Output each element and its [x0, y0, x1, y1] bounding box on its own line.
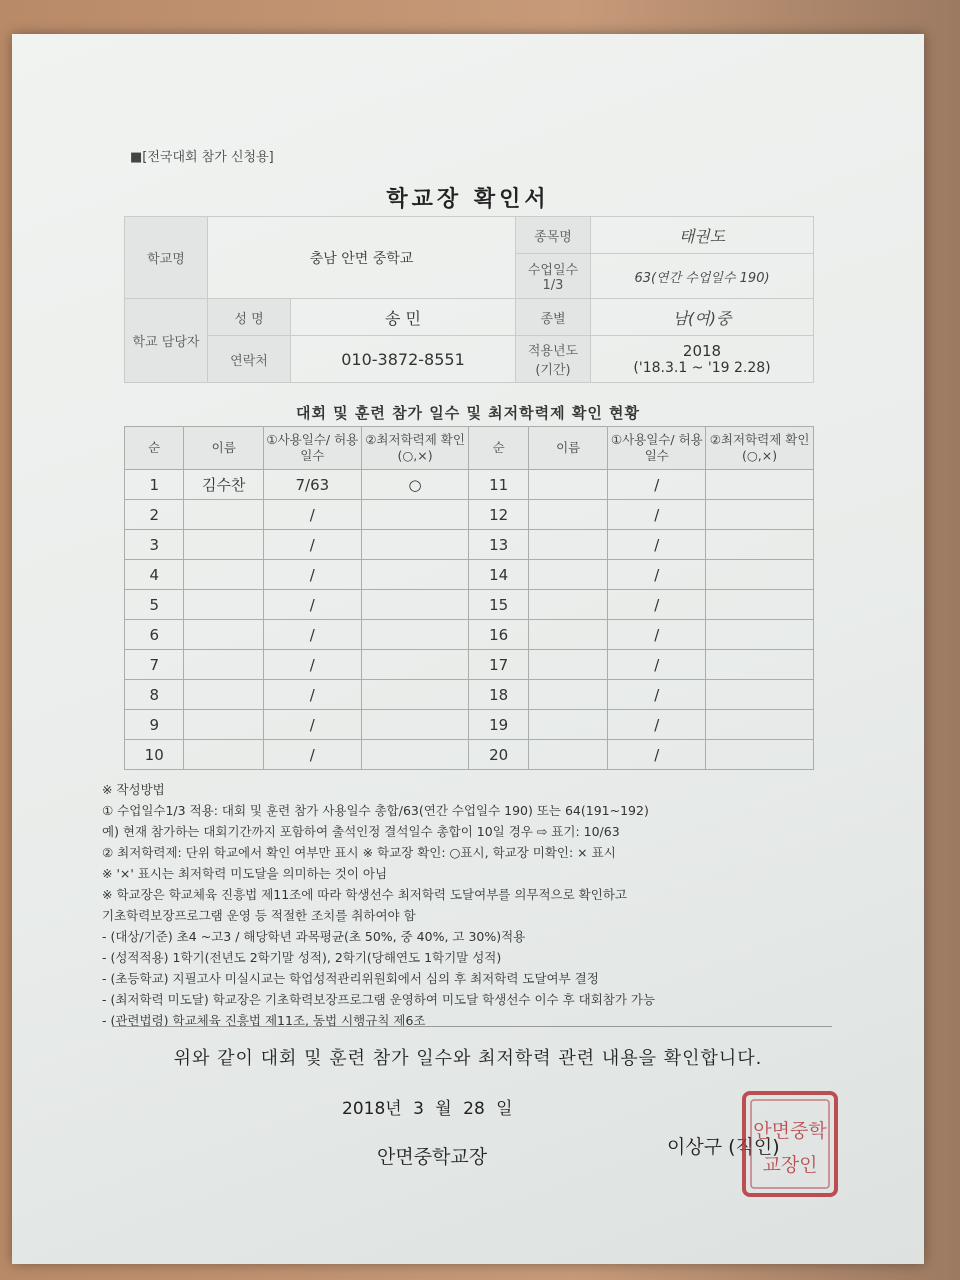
cell-days: / [263, 530, 361, 560]
cell-check [361, 620, 469, 650]
cell-days-2: / [608, 530, 706, 560]
cell-check [361, 710, 469, 740]
official-seal-icon [740, 1089, 840, 1199]
cell-name-2 [528, 710, 608, 740]
sport-label: 종목명 [516, 217, 591, 254]
cell-days-2: / [608, 590, 706, 620]
cell-name-2 [528, 740, 608, 770]
name-value: 송 민 [291, 299, 516, 336]
cell-days: / [263, 680, 361, 710]
cell-no-2: 17 [469, 650, 528, 680]
table-row [125, 470, 814, 500]
cell-days: / [263, 590, 361, 620]
form-tag: ■[전국대회 참가 신청용] [130, 150, 274, 165]
table-row [125, 530, 814, 560]
note-line: - (초등학교) 지필고사 미실시교는 학업성적관리위원회에서 심의 후 최저학력 도달여부 결정 [102, 971, 599, 986]
cell-days-2: / [608, 680, 706, 710]
confirmation-statement: 위와 같이 대회 및 훈련 참가 일수와 최저학력 관련 내용을 확인합니다. [173, 1048, 763, 1069]
cell-days-2: / [608, 620, 706, 650]
cell-no-2: 15 [469, 590, 528, 620]
note-line: ① 수업일수1/3 적용: 대회 및 훈련 참가 사용일수 총합/63(연간 수업일수 190) 또는 64(191~192) [102, 803, 649, 818]
cell-no: 6 [125, 620, 184, 650]
cell-name [184, 710, 264, 740]
cell-no: 4 [125, 560, 184, 590]
cell-check [361, 680, 469, 710]
header-row [125, 427, 814, 470]
note-line: 기초학력보장프로그램 운영 등 적절한 조치를 취하여야 함 [102, 908, 416, 923]
staff-label: 학교 담당자 [125, 299, 208, 383]
cell-days-2: / [608, 740, 706, 770]
note-line: ※ 작성방법 [102, 782, 165, 797]
col-header-days-2: ①사용일수/ 허용일수 [608, 427, 706, 470]
cell-name [184, 620, 264, 650]
cell-check-2 [706, 740, 814, 770]
cell-days: / [263, 650, 361, 680]
cell-name-2 [528, 470, 608, 500]
cell-check-2 [706, 680, 814, 710]
col-header-check-2: ②최저학력제 확인(○,×) [706, 427, 814, 470]
cell-check-2 [706, 590, 814, 620]
gender-label: 종별 [516, 299, 591, 336]
school-principal-title: 안면중학교장 [377, 1146, 488, 1168]
document-paper [12, 34, 924, 1264]
note-line: ② 최저학력제: 단위 학교에서 확인 여부만 표시 ※ 학교장 확인: ○표시, 학교장 미확인: × 표시 [102, 845, 616, 860]
cell-no-2: 12 [469, 500, 528, 530]
cell-check-2 [706, 560, 814, 590]
cell-no-2: 20 [469, 740, 528, 770]
note-line: - (대상/기준) 초4 ~고3 / 해당학년 과목평균(초 50%, 중 40%, 고 30%)적용 [102, 929, 526, 944]
cell-name [184, 530, 264, 560]
table-row [125, 560, 814, 590]
cell-days: / [263, 740, 361, 770]
cell-check [361, 500, 469, 530]
cell-days-2: / [608, 650, 706, 680]
cell-check [361, 560, 469, 590]
days-value: 63(연간 수업일수 190) [591, 254, 814, 299]
seal-text-top: 안면중학 [753, 1120, 827, 1142]
cell-no: 2 [125, 500, 184, 530]
cell-no-2: 14 [469, 560, 528, 590]
principal-name: 이상구 (직인) [667, 1136, 780, 1158]
col-header-name: 이름 [184, 427, 264, 470]
col-header-days: ①사용일수/ 허용일수 [263, 427, 361, 470]
cell-name [184, 680, 264, 710]
signature-date: 2018년 3 월 28 일 [342, 1099, 513, 1119]
document-title: 학교장 확인서 [386, 187, 550, 212]
table-row [125, 620, 814, 650]
cell-days: / [263, 560, 361, 590]
cell-no: 9 [125, 710, 184, 740]
cell-name-2 [528, 620, 608, 650]
cell-no-2: 16 [469, 620, 528, 650]
note-line: - (최저학력 미도달) 학교장은 기초학력보장프로그램 운영하여 미도달 학생선수 이수 후 대회참가 가능 [102, 992, 656, 1007]
cell-days-2: / [608, 560, 706, 590]
col-header-no: 순 [125, 427, 184, 470]
contact-value: 010-3872-8551 [291, 336, 516, 383]
cell-no-2: 19 [469, 710, 528, 740]
cell-name [184, 590, 264, 620]
table-subtitle: 대회 및 훈련 참가 일수 및 최저학력제 확인 현황 [295, 404, 641, 422]
school-value: 충남 안면 중학교 [208, 217, 516, 299]
cell-check-2 [706, 620, 814, 650]
note-line: 예) 현재 참가하는 대회기간까지 포함하여 출석인정 결석일수 총합이 10일 경우 ⇨ 표기: 10/63 [102, 824, 620, 839]
cell-no-2: 11 [469, 470, 528, 500]
cell-no: 3 [125, 530, 184, 560]
cell-check [361, 590, 469, 620]
cell-name [184, 500, 264, 530]
cell-name-2 [528, 500, 608, 530]
cell-days: / [263, 500, 361, 530]
cell-days-2: / [608, 710, 706, 740]
cell-name-2 [528, 560, 608, 590]
col-header-no-2: 순 [469, 427, 528, 470]
cell-days-2: / [608, 500, 706, 530]
divider [112, 1026, 832, 1027]
period-year: 2018 [682, 342, 722, 360]
cell-name-2 [528, 530, 608, 560]
period-range: ('18.3.1 ~ '19 2.28) [633, 360, 771, 376]
cell-no-2: 18 [469, 680, 528, 710]
cell-name-2 [528, 650, 608, 680]
cell-name [184, 560, 264, 590]
cell-no: 7 [125, 650, 184, 680]
cell-no: 5 [125, 590, 184, 620]
cell-check [361, 740, 469, 770]
cell-check-2 [706, 500, 814, 530]
cell-no-2: 13 [469, 530, 528, 560]
instructions [102, 779, 832, 1031]
cell-days: / [263, 710, 361, 740]
table-row [125, 500, 814, 530]
cell-days-2: / [608, 470, 706, 500]
cell-check [361, 650, 469, 680]
period-label: 적용년도 (기간) [516, 336, 591, 383]
cell-days: / [263, 620, 361, 650]
sport-value: 태권도 [591, 217, 814, 254]
cell-name: 김수찬 [184, 470, 264, 500]
note-line: ※ '×' 표시는 최저학력 미도달을 의미하는 것이 아님 [102, 866, 388, 881]
cell-no: 1 [125, 470, 184, 500]
info-table [124, 216, 814, 383]
col-header-name-2: 이름 [528, 427, 608, 470]
cell-check-2 [706, 530, 814, 560]
note-line: ※ 학교장은 학교체육 진흥법 제11조에 따라 학생선수 최저학력 도달여부를 의무적으로 확인하고 [102, 887, 627, 902]
table-row [125, 650, 814, 680]
cell-check-2 [706, 710, 814, 740]
cell-no: 8 [125, 680, 184, 710]
note-line: - (성적적용) 1학기(전년도 2학기말 성적), 2학기(당해연도 1학기말 성적) [102, 950, 502, 965]
name-label: 성 명 [208, 299, 291, 336]
cell-name [184, 650, 264, 680]
table-row [125, 680, 814, 710]
table-row [125, 710, 814, 740]
gender-value: 남(여)중 [591, 299, 814, 336]
col-header-check: ②최저학력제 확인(○,×) [361, 427, 469, 470]
table-row [125, 590, 814, 620]
contact-label: 연락처 [208, 336, 291, 383]
table-row [125, 740, 814, 770]
days-label: 수업일수 1/3 [516, 254, 591, 299]
cell-name-2 [528, 590, 608, 620]
cell-name-2 [528, 680, 608, 710]
seal-text-bottom: 교장인 [762, 1154, 818, 1176]
cell-name [184, 740, 264, 770]
cell-no: 10 [125, 740, 184, 770]
school-label: 학교명 [125, 217, 208, 299]
cell-days: 7/63 [263, 470, 361, 500]
cell-check-2 [706, 470, 814, 500]
participation-table [124, 426, 814, 770]
cell-check: ○ [361, 470, 469, 500]
cell-check-2 [706, 650, 814, 680]
note-line: - (관련법령) 학교체육 진흥법 제11조, 동법 시행규칙 제6조 [102, 1013, 426, 1028]
cell-check [361, 530, 469, 560]
period-cell [591, 336, 814, 383]
